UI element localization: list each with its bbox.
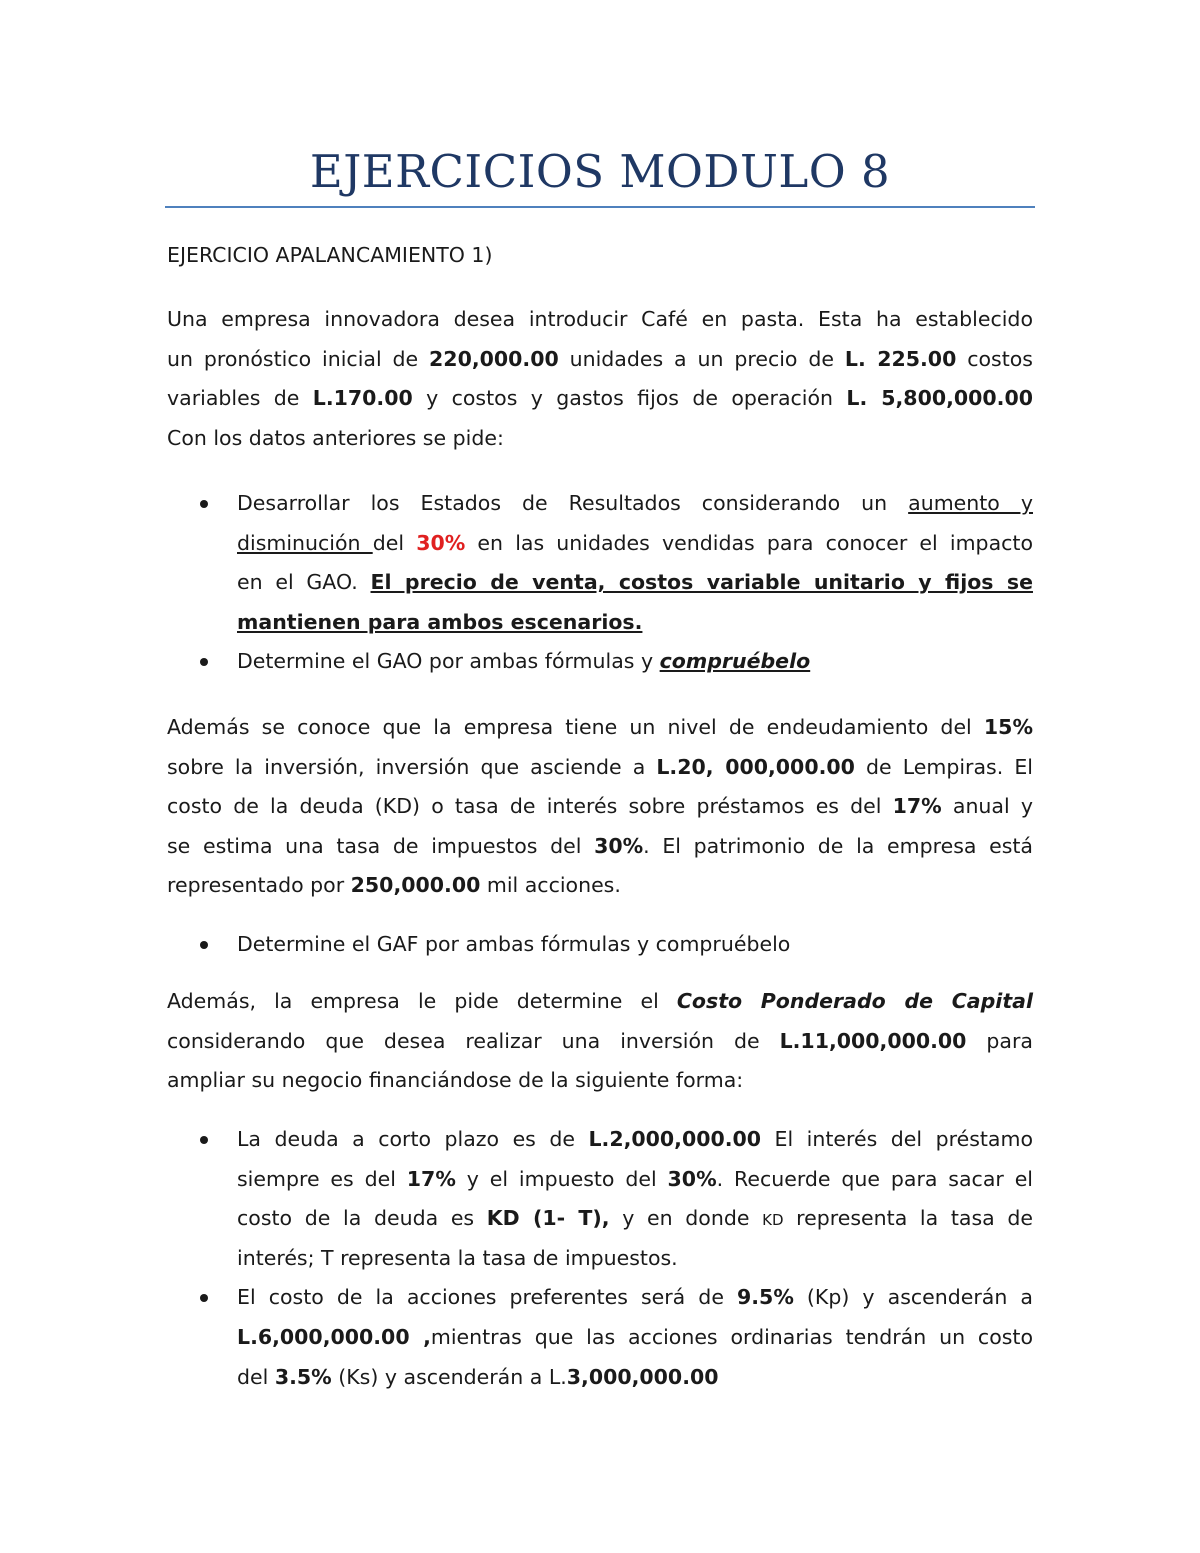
text-run: considerando que desea realizar una inversión de bbox=[167, 1028, 780, 1053]
text-line bbox=[237, 1318, 1033, 1358]
text-run: interés; T representa la tasa de impuestos. bbox=[237, 1245, 678, 1270]
text-line bbox=[167, 1022, 1033, 1062]
text-line bbox=[167, 748, 1033, 788]
text-line bbox=[167, 787, 1033, 827]
text-run: Además, la empresa le pide determine el bbox=[167, 989, 677, 1013]
formula-symbol: KD bbox=[762, 1211, 784, 1230]
debt-level-value: 15% bbox=[983, 715, 1033, 739]
text-line bbox=[167, 982, 1033, 1022]
capital-cost-paragraph bbox=[167, 982, 1033, 1101]
text-line bbox=[237, 484, 1033, 524]
text-line bbox=[237, 1239, 1033, 1279]
text-run: variables de bbox=[167, 386, 313, 411]
preferred-rate-value: 9.5% bbox=[737, 1285, 794, 1310]
fixed-cost-value: L. 5,800,000.00 bbox=[846, 386, 1033, 411]
shares-value: 250,000.00 bbox=[350, 873, 481, 898]
text-line bbox=[237, 1120, 1033, 1160]
text-run: El interés del préstamo bbox=[761, 1127, 1033, 1151]
exercise-heading: EJERCICIO APALANCAMIENTO 1) bbox=[167, 243, 493, 267]
text-run: mientras que las acciones ordinarias tendrán un costo bbox=[430, 1324, 1033, 1349]
text-run: siempre es del bbox=[237, 1166, 407, 1191]
text-run: costos bbox=[956, 346, 1033, 371]
text-run: . El patrimonio de la empresa está bbox=[643, 833, 1033, 858]
text-run: representado por bbox=[167, 873, 351, 898]
text-line bbox=[237, 603, 1033, 643]
text-run: del bbox=[237, 1364, 275, 1389]
text-run: (Ks) y ascenderán a L. bbox=[331, 1364, 567, 1389]
text-run: costo de la deuda (KD) o tasa de interés sobre préstamos es del bbox=[167, 794, 893, 819]
underlined-text: disminución bbox=[237, 530, 373, 555]
text-run: del bbox=[372, 530, 417, 555]
financing-list bbox=[167, 1120, 1033, 1397]
list-item bbox=[167, 1120, 1033, 1278]
list-item bbox=[167, 484, 1033, 642]
interest-rate-value: 17% bbox=[406, 1166, 456, 1191]
text-line bbox=[167, 708, 1033, 748]
formula-text: KD (1- T), bbox=[486, 1206, 610, 1231]
price-value: L. 225.00 bbox=[844, 346, 957, 371]
tax-rate-value: 30% bbox=[594, 833, 644, 858]
text-line bbox=[167, 827, 1033, 867]
list-item bbox=[167, 642, 1033, 682]
text-run: . Recuerde que para sacar el bbox=[716, 1166, 1033, 1191]
new-investment-value: L.11,000,000.00 bbox=[779, 1028, 967, 1053]
bullet-icon bbox=[200, 658, 208, 666]
text-run: y costos y gastos fijos de operación bbox=[412, 386, 847, 411]
text-run: unidades a un precio de bbox=[558, 346, 845, 371]
text-run: en las unidades vendidas para conocer el impacto bbox=[465, 530, 1033, 555]
tax-rate-value: 30% bbox=[667, 1166, 717, 1191]
text-line bbox=[167, 300, 1033, 340]
text-line bbox=[237, 524, 1033, 564]
short-term-debt-value: L.2,000,000.00 bbox=[588, 1127, 762, 1151]
bullet-icon bbox=[200, 1136, 208, 1144]
debt-paragraph bbox=[167, 708, 1033, 906]
text-run: costo de la deuda es bbox=[237, 1206, 487, 1231]
text-run: y en donde bbox=[609, 1206, 763, 1231]
text-run: ampliar su negocio financiándose de la siguiente forma: bbox=[167, 1068, 744, 1093]
text-run: y el impuesto del bbox=[455, 1166, 668, 1191]
ordinary-amount-value: 3,000,000.00 bbox=[566, 1364, 719, 1389]
text-line bbox=[237, 563, 1033, 603]
text-run: representa la tasa de bbox=[783, 1206, 1033, 1231]
text-line bbox=[237, 1199, 1033, 1239]
text-run: El costo de la acciones preferentes será de bbox=[237, 1285, 737, 1310]
preferred-amount-value: L.6,000,000.00 , bbox=[237, 1324, 431, 1349]
text-line bbox=[167, 866, 1033, 906]
investment-value: L.20, 000,000.00 bbox=[656, 754, 855, 779]
task-list-gaf bbox=[167, 925, 1033, 965]
text-line bbox=[237, 1278, 1033, 1318]
bullet-icon bbox=[200, 1294, 208, 1302]
text-line bbox=[167, 419, 1033, 459]
list-item bbox=[167, 925, 1033, 965]
text-line bbox=[167, 340, 1033, 380]
text-run: (Kp) y ascenderán a bbox=[793, 1285, 1033, 1310]
text-run: mil acciones. bbox=[480, 873, 621, 898]
bullet-icon bbox=[200, 941, 208, 949]
text-run: Determine el GAO por ambas fórmulas y bbox=[237, 649, 660, 674]
text-run: un pronóstico inicial de bbox=[167, 346, 430, 371]
text-run: para bbox=[966, 1028, 1033, 1053]
list-item bbox=[167, 1278, 1033, 1397]
emphasis-text: compruébelo bbox=[659, 649, 811, 674]
bullet-icon bbox=[200, 500, 208, 508]
text-run: de Lempiras. El bbox=[854, 754, 1033, 779]
emphasis-text: mantienen para ambos escenarios. bbox=[237, 609, 643, 634]
task-list-gao bbox=[167, 484, 1033, 682]
units-value: 220,000.00 bbox=[429, 346, 559, 371]
text-run: La deuda a corto plazo es de bbox=[237, 1127, 589, 1151]
underlined-text: aumento y bbox=[908, 491, 1033, 515]
intro-paragraph bbox=[167, 300, 1033, 458]
highlighted-percentage: 30% bbox=[416, 530, 466, 555]
text-run: Además se conoce que la empresa tiene un nivel de endeudamiento del bbox=[167, 715, 984, 739]
document-title: EJERCICIOS MODULO 8 bbox=[309, 145, 891, 198]
text-run: anual y bbox=[941, 794, 1033, 819]
text-run: Con los datos anteriores se pide: bbox=[167, 425, 504, 450]
interest-rate-value: 17% bbox=[892, 794, 942, 819]
text-run: Desarrollar los Estados de Resultados considerando un bbox=[237, 491, 909, 515]
title-underline-rule bbox=[165, 206, 1035, 208]
text-line bbox=[167, 379, 1033, 419]
text-run: en el GAO. bbox=[237, 570, 371, 595]
text-run: sobre la inversión, inversión que asciende a bbox=[167, 754, 657, 779]
text-run: Una empresa innovadora desea introducir Café en pasta. Esta ha establecido bbox=[167, 307, 1033, 331]
text-run: se estima una tasa de impuestos del bbox=[167, 833, 595, 858]
text-line bbox=[167, 1061, 1033, 1101]
variable-cost-value: L.170.00 bbox=[312, 386, 413, 411]
text-line bbox=[237, 642, 1033, 682]
text-run: Determine el GAF por ambas fórmulas y compruébelo bbox=[237, 932, 791, 956]
text-line bbox=[237, 1358, 1033, 1398]
emphasis-text: Costo Ponderado de Capital bbox=[676, 989, 1033, 1013]
emphasis-text: El precio de venta, costos variable unitario y fijos se bbox=[370, 570, 1033, 595]
ordinary-rate-value: 3.5% bbox=[274, 1364, 332, 1389]
text-line bbox=[237, 1160, 1033, 1200]
text-line bbox=[237, 925, 1033, 965]
